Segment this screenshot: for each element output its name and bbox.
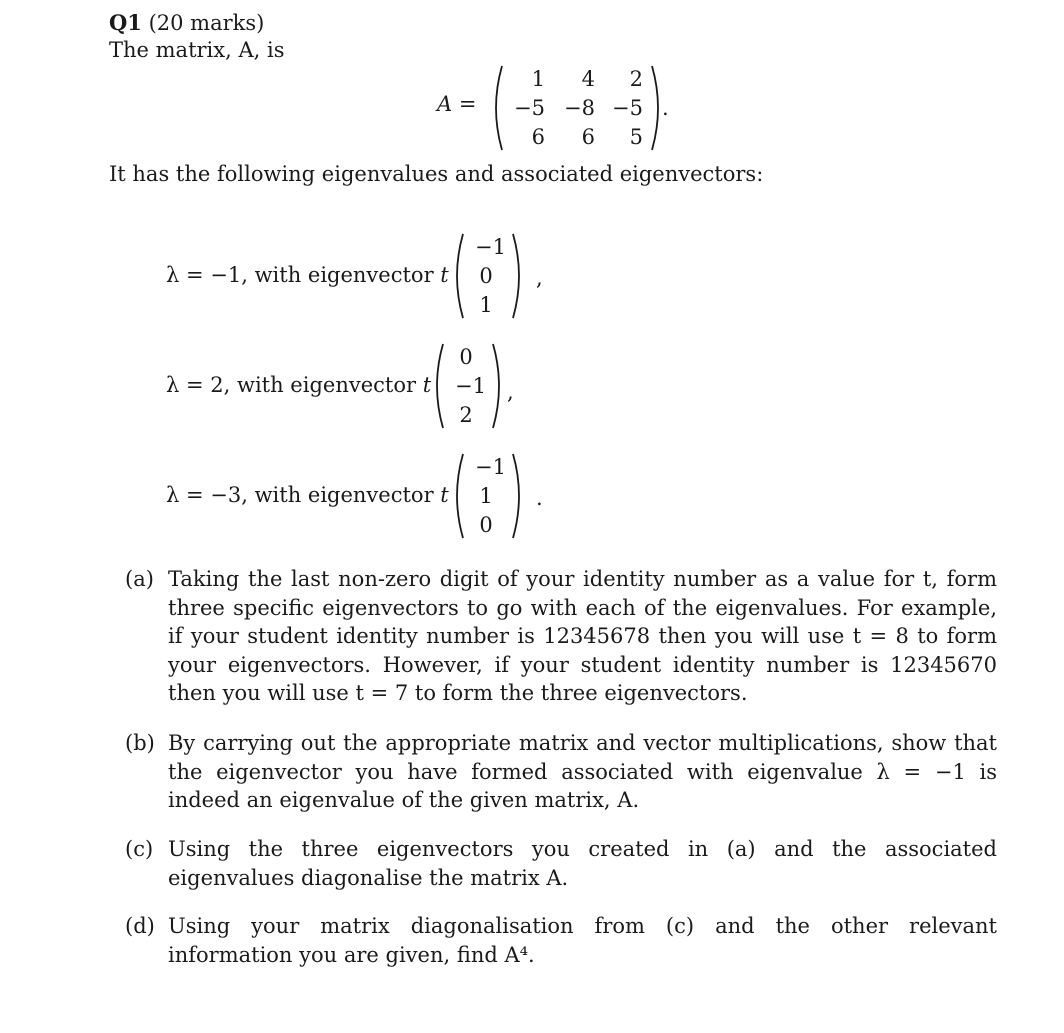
left-paren-icon [448, 232, 466, 320]
question-header [109, 10, 264, 35]
vector-entry: 0 [479, 513, 493, 537]
matrix-cell: 6 [531, 125, 545, 149]
eigenvector-2-grid [446, 344, 486, 428]
matrix-cell: 4 [581, 67, 595, 91]
right-paren-icon [510, 452, 528, 540]
eigenpair-1-trail: , [536, 266, 543, 290]
vector-entry: 0 [459, 345, 473, 369]
eigenvector-3 [448, 452, 528, 540]
eigenpair-lambda-text: λ = 2, with eigenvector [166, 373, 417, 397]
eigenpair-t: t [440, 263, 449, 287]
eigenvector-1 [448, 232, 528, 320]
part-d [125, 912, 997, 969]
left-paren-icon [448, 452, 466, 540]
matrix-cell: −8 [564, 96, 595, 120]
question-marks: (20 marks) [148, 11, 265, 35]
part-text: Using the three eigenvectors you created in (a) and the associated eigenvalues diagonalise the matrix A. [168, 837, 997, 890]
matrix-lhs: A = [437, 92, 477, 116]
matrix-cell: −5 [514, 96, 545, 120]
eigenpair-1-label [166, 263, 449, 287]
eigenpair-2-trail: , [507, 380, 514, 404]
part-label: (a) [125, 567, 154, 591]
eigenvector-2 [428, 342, 508, 430]
part-text: By carrying out the appropriate matrix and vector multiplications, show that the eigenvector you have formed associated with eigenvalue λ = −1 is indeed an eigenvalue of the given matrix, A. [168, 731, 997, 813]
matrix-trail: . [662, 96, 669, 120]
eigenpair-3-label [166, 483, 449, 507]
matrix-a-grid [505, 66, 643, 150]
matrix-cell: 2 [629, 67, 643, 91]
vector-entry: −1 [475, 235, 506, 259]
eigenpair-2-label [166, 373, 431, 397]
matrix-cell: −5 [612, 96, 643, 120]
matrix-cell: 6 [581, 125, 595, 149]
vector-entry: 2 [459, 403, 473, 427]
left-paren-icon [428, 342, 446, 430]
eigenpair-3-trail: . [536, 486, 543, 510]
matrix-cell: 1 [531, 67, 545, 91]
part-label: (b) [125, 731, 155, 755]
eigenpair-t: t [422, 373, 432, 397]
vector-entry: 1 [479, 484, 493, 508]
vector-entry: −1 [455, 374, 486, 398]
part-text: Using your matrix diagonalisation from (c) and the other relevant information you are given, find A⁴. [168, 914, 997, 967]
eigenpair-lambda-text: λ = −3, with eigenvector [166, 483, 434, 507]
left-paren-icon [487, 64, 505, 152]
part-a [125, 565, 997, 708]
vector-entry: −1 [475, 455, 506, 479]
eigenvector-1-grid [466, 234, 506, 318]
vector-entry: 0 [479, 264, 493, 288]
right-paren-icon [490, 342, 508, 430]
eigenvector-3-grid [466, 454, 506, 538]
part-c [125, 835, 997, 892]
matrix-a [487, 64, 667, 152]
part-b [125, 729, 997, 815]
part-label: (d) [125, 914, 155, 938]
question-number: Q1 [109, 10, 142, 35]
eigenpair-lambda-text: λ = −1, with eigenvector [166, 263, 434, 287]
matrix-cell: 5 [629, 125, 643, 149]
vector-entry: 1 [479, 293, 493, 317]
eigen-intro: It has the following eigenvalues and associated eigenvectors: [109, 162, 764, 186]
intro-text: The matrix, A, is [109, 38, 285, 62]
eigenpair-t: t [440, 483, 449, 507]
right-paren-icon [510, 232, 528, 320]
part-text: Taking the last non-zero digit of your identity number as a value for t, form three specific eigenvectors to go with each of the eigenvalues. For example, if your student identity number is 12345678 then you will use t = 8 to form your eigenvectors. However, if your student identity number is 12345670 then you will use t = 7 to form the three eigenvectors. [168, 567, 997, 706]
part-label: (c) [125, 837, 154, 861]
